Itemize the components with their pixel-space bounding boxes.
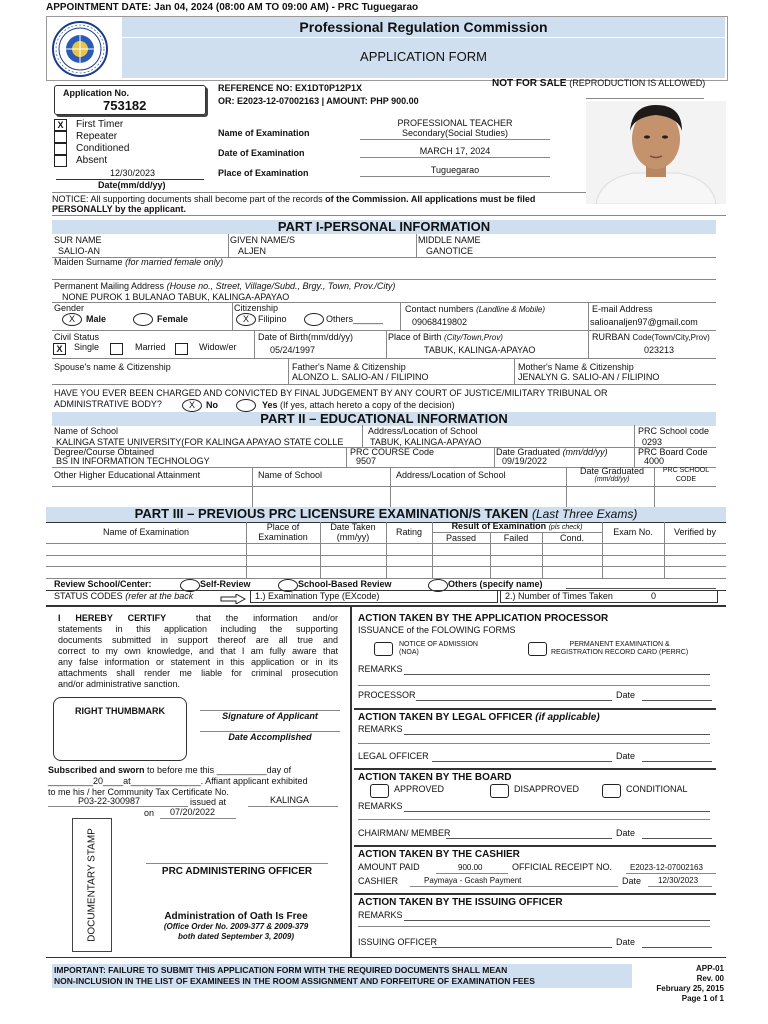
first-timer-checkbox[interactable]: X xyxy=(54,119,67,131)
exam-name: PROFESSIONAL TEACHER xyxy=(397,118,513,128)
status-date: 12/30/2023 xyxy=(110,168,156,178)
prc-school-code: 0293 xyxy=(642,437,663,447)
rurban-code: 023213 xyxy=(644,345,675,355)
oath-free: Administration of Oath Is Free xyxy=(164,911,308,922)
application-no-box: Application No. 753182 xyxy=(54,85,206,115)
board-title: ACTION TAKEN BY THE BOARD xyxy=(358,772,512,783)
exam-type-box: 1.) Examination Type (EXcode) xyxy=(250,590,498,603)
school-name: KALINGA STATE UNIVERSITY(FOR KALINGA APAYAO STATE COLLE xyxy=(56,437,344,447)
approved-checkbox[interactable] xyxy=(370,784,389,798)
administering-officer: PRC ADMINISTERING OFFICER xyxy=(161,866,313,877)
date-of-birth: 05/24/1997 xyxy=(270,345,316,355)
form-title: APPLICATION FORM xyxy=(360,49,487,64)
course-code: 9507 xyxy=(356,456,377,466)
place-of-birth: TABUK, KALINGA-APAYAO xyxy=(424,345,536,355)
exam-place: Tuguegarao xyxy=(430,165,480,175)
conditioned-checkbox[interactable] xyxy=(54,143,67,155)
surname: SALIO-AN xyxy=(58,246,101,256)
ctc-number: P03-22-300987 xyxy=(78,796,141,806)
father-name: ALONZO L. SALIO-AN / FILIPINO xyxy=(292,372,429,382)
thumbmark-box: RIGHT THUMBMARK xyxy=(53,697,187,761)
not-for-sale: NOT FOR SALE (REPRODUCTION IS ALLOWED) xyxy=(492,78,706,89)
filipino-radio[interactable]: X xyxy=(236,313,256,326)
widow-checkbox[interactable] xyxy=(175,343,188,355)
given-name: ALJEN xyxy=(238,246,267,256)
ctc-date: 07/20/2022 xyxy=(170,807,216,817)
married-checkbox[interactable] xyxy=(110,343,123,355)
male-radio[interactable]: X xyxy=(62,313,82,326)
important-notice: IMPORTANT: FAILURE TO SUBMIT THIS APPLICATION FORM WITH THE REQUIRED DOCUMENTS SHALL MEAN NON-INCLUSION IN THE LIST OF EXAMINEES IN THE ROOM ASSIGNMENT AND FORFEITURE OF EXAMINATION FEES xyxy=(54,965,535,986)
cashier-date: 12/30/2023 xyxy=(658,876,699,885)
part1-title: PART I-PERSONAL INFORMATION xyxy=(277,219,491,234)
mother-name: JENALYN G. SALIO-AN / FILIPINO xyxy=(518,372,660,382)
certification: I HEREBY CERTIFY that the information and/or statements in this application including the supporting documents submitted in support thereof are all true and correct to my own knowledge, and that I am fully aware that any false information or statement in this application or in its attachments shall render me liable for criminal prosecution and/or administrative sanction. xyxy=(58,613,338,689)
charged-question: HAVE YOU EVER BEEN CHARGED AND CONVICTED BY FINAL JUDGEMENT BY ANY COURT OF JUSTICE/MILITARY TRIBUNAL OR xyxy=(54,388,608,398)
female-radio[interactable] xyxy=(133,313,153,326)
noa-checkbox[interactable] xyxy=(374,642,393,656)
others-radio[interactable] xyxy=(304,313,324,326)
signature-applicant: Signature of Applicant xyxy=(222,711,318,721)
sworn-statement: Subscribed and sworn to before me this __________day of xyxy=(48,765,292,775)
conditional-checkbox[interactable] xyxy=(602,784,621,798)
appointment-note: APPOINTMENT DATE: Jan 04, 2024 (08:00 AM TO 09:00 AM) - PRC Tuguegarao xyxy=(46,2,419,13)
applicant-photo xyxy=(586,101,726,204)
middle-name: GANOTICE xyxy=(426,246,474,256)
prc-seal-icon xyxy=(52,21,108,77)
cashier-payment: Paymaya - Gcash Payment xyxy=(424,876,522,885)
single-checkbox[interactable]: X xyxy=(53,343,66,355)
absent-checkbox[interactable] xyxy=(54,155,67,167)
repeater-checkbox[interactable] xyxy=(54,131,67,143)
org-name: Professional Regulation Commission xyxy=(299,19,548,35)
board-code: 4000 xyxy=(644,456,665,466)
application-no: 753182 xyxy=(103,98,147,113)
charged-no-radio[interactable]: X xyxy=(182,399,202,412)
maiden-surname: Maiden Surname (for married female only) xyxy=(54,257,224,267)
part3-title: PART III – PREVIOUS PRC LICENSURE EXAMINATION/S TAKEN (Last Three Exams) xyxy=(134,506,638,521)
processor-title: ACTION TAKEN BY THE APPLICATION PROCESSOR xyxy=(358,613,609,624)
issuing-title: ACTION TAKEN BY THE ISSUING OFFICER xyxy=(358,897,563,908)
documentary-stamp-box: DOCUMENTARY STAMP xyxy=(72,818,112,952)
form-code: APP-01 Rev. 00 February 25, 2015 Page 1 of 1 xyxy=(656,964,724,1003)
part2-title: PART II – EDUCATIONAL INFORMATION xyxy=(260,411,508,426)
perrc-checkbox[interactable] xyxy=(528,642,547,656)
times-taken-box: 2.) Number of Times Taken 0 xyxy=(500,590,718,603)
legal-title: ACTION TAKEN BY LEGAL OFFICER (if applicable) xyxy=(358,712,600,723)
date-accomplished: Date Accomplished xyxy=(228,732,312,742)
disapproved-checkbox[interactable] xyxy=(490,784,509,798)
school-address: TABUK, KALINGA-APAYAO xyxy=(370,437,482,447)
degree: BS IN INFORMATION TECHNOLOGY xyxy=(56,456,210,466)
amount-paid: 900.00 xyxy=(458,863,483,872)
reference-no: REFERENCE NO: EX1DT0P12P1X xyxy=(218,83,363,93)
notice: NOTICE: All supporting documents shall become part of the records of the Commission. All applications must be filed PERSONALLY by the applicant. xyxy=(52,194,536,214)
or-amount: OR: E2023-12-07002163 | AMOUNT: PHP 900.00 xyxy=(218,96,419,106)
exam-date: MARCH 17, 2024 xyxy=(419,146,491,156)
cashier-title: ACTION TAKEN BY THE CASHIER xyxy=(358,849,520,860)
email: salioanaljen97@gmail.com xyxy=(590,317,698,327)
date-graduated: 09/19/2022 xyxy=(502,456,548,466)
mailing-address: NONE PUROK 1 BULANAO TABUK, KALINGA-APAYAO xyxy=(62,292,290,302)
ctc-place: KALINGA xyxy=(270,795,310,805)
contact-number: 09068419802 xyxy=(412,317,468,327)
receipt-number: E2023-12-07002163 xyxy=(630,863,703,872)
